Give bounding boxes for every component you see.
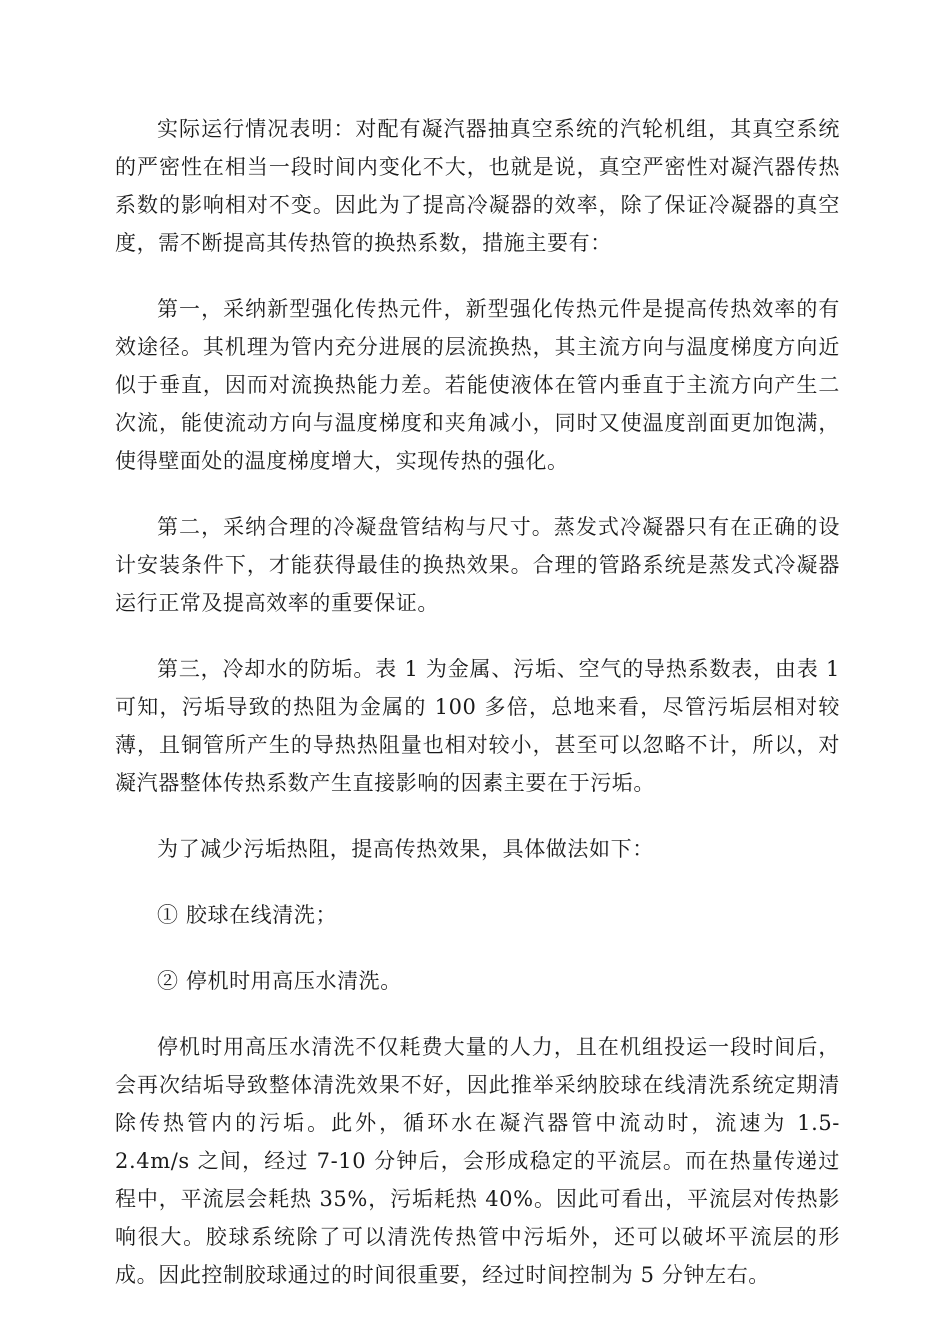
paragraph-intro: 实际运行情况表明：对配有凝汽器抽真空系统的汽轮机组，其真空系统的严密性在相当一段时间内变化不大，也就是说，真空严密性对凝汽器传热系数的影响相对不变。因此为了提高冷凝器的效率，除了保证冷凝器的真空度，需不断提高其传热管的换热系数，措施主要有： (115, 117, 840, 255)
paragraph-methods-intro: 为了减少污垢热阻，提高传热效果，具体做法如下： (157, 837, 654, 861)
paragraph-third-measure: 第三，冷却水的防垢。表 1 为金属、污垢、空气的导热系数表，由表 1 可知，污垢导致的热阻为金属的 100 多倍，总地来看，尽管污垢层相对较薄，且铜管所产生的导热热阻量也相对较小，甚至可以忽略不计，所以，对凝汽器整体传热系数产生直接影响的因素主要在于污垢。 (115, 657, 840, 795)
list-item-water-cleaning: ② 停机时用高压水清洗。 (157, 969, 402, 993)
list-item-ball-cleaning: ① 胶球在线清洗； (157, 903, 338, 927)
paragraph-conclusion: 停机时用高压水清洗不仅耗费大量的人力，且在机组投运一段时间后，会再次结垢导致整体清洗效果不好，因此推举采纳胶球在线清洗系统定期清除传热管内的污垢。此外，循环水在凝汽器管中流动时，流速为 1.5-2.4m/s 之间，经过 7-10 分钟后，会形成稳定的平流层。而在热量传递过程中，平流层会耗热 35%，污垢耗热 40%。因此可看出，平流层对传热影响很大。胶球系统除了可以清洗传热管中污垢外，还可以破坏平流层的形成。因此控制胶球通过的时间很重要，经过时间控制为 5 分钟左右。 (115, 1035, 840, 1287)
document-body (115, 110, 840, 1322)
paragraph-first-measure: 第一，采纳新型强化传热元件，新型强化传热元件是提高传热效率的有效途径。其机理为管内充分进展的层流换热，其主流方向与温度梯度方向近似于垂直，因而对流换热能力差。若能使液体在管内垂直于主流方向产生二次流，能使流动方向与温度梯度和夹角减小，同时又使温度剖面更加饱满，使得壁面处的温度梯度增大，实现传热的强化。 (115, 297, 840, 473)
paragraph-second-measure: 第二，采纳合理的冷凝盘管结构与尺寸。蒸发式冷凝器只有在正确的设计安装条件下，才能获得最佳的换热效果。合理的管路系统是蒸发式冷凝器运行正常及提高效率的重要保证。 (115, 515, 840, 615)
